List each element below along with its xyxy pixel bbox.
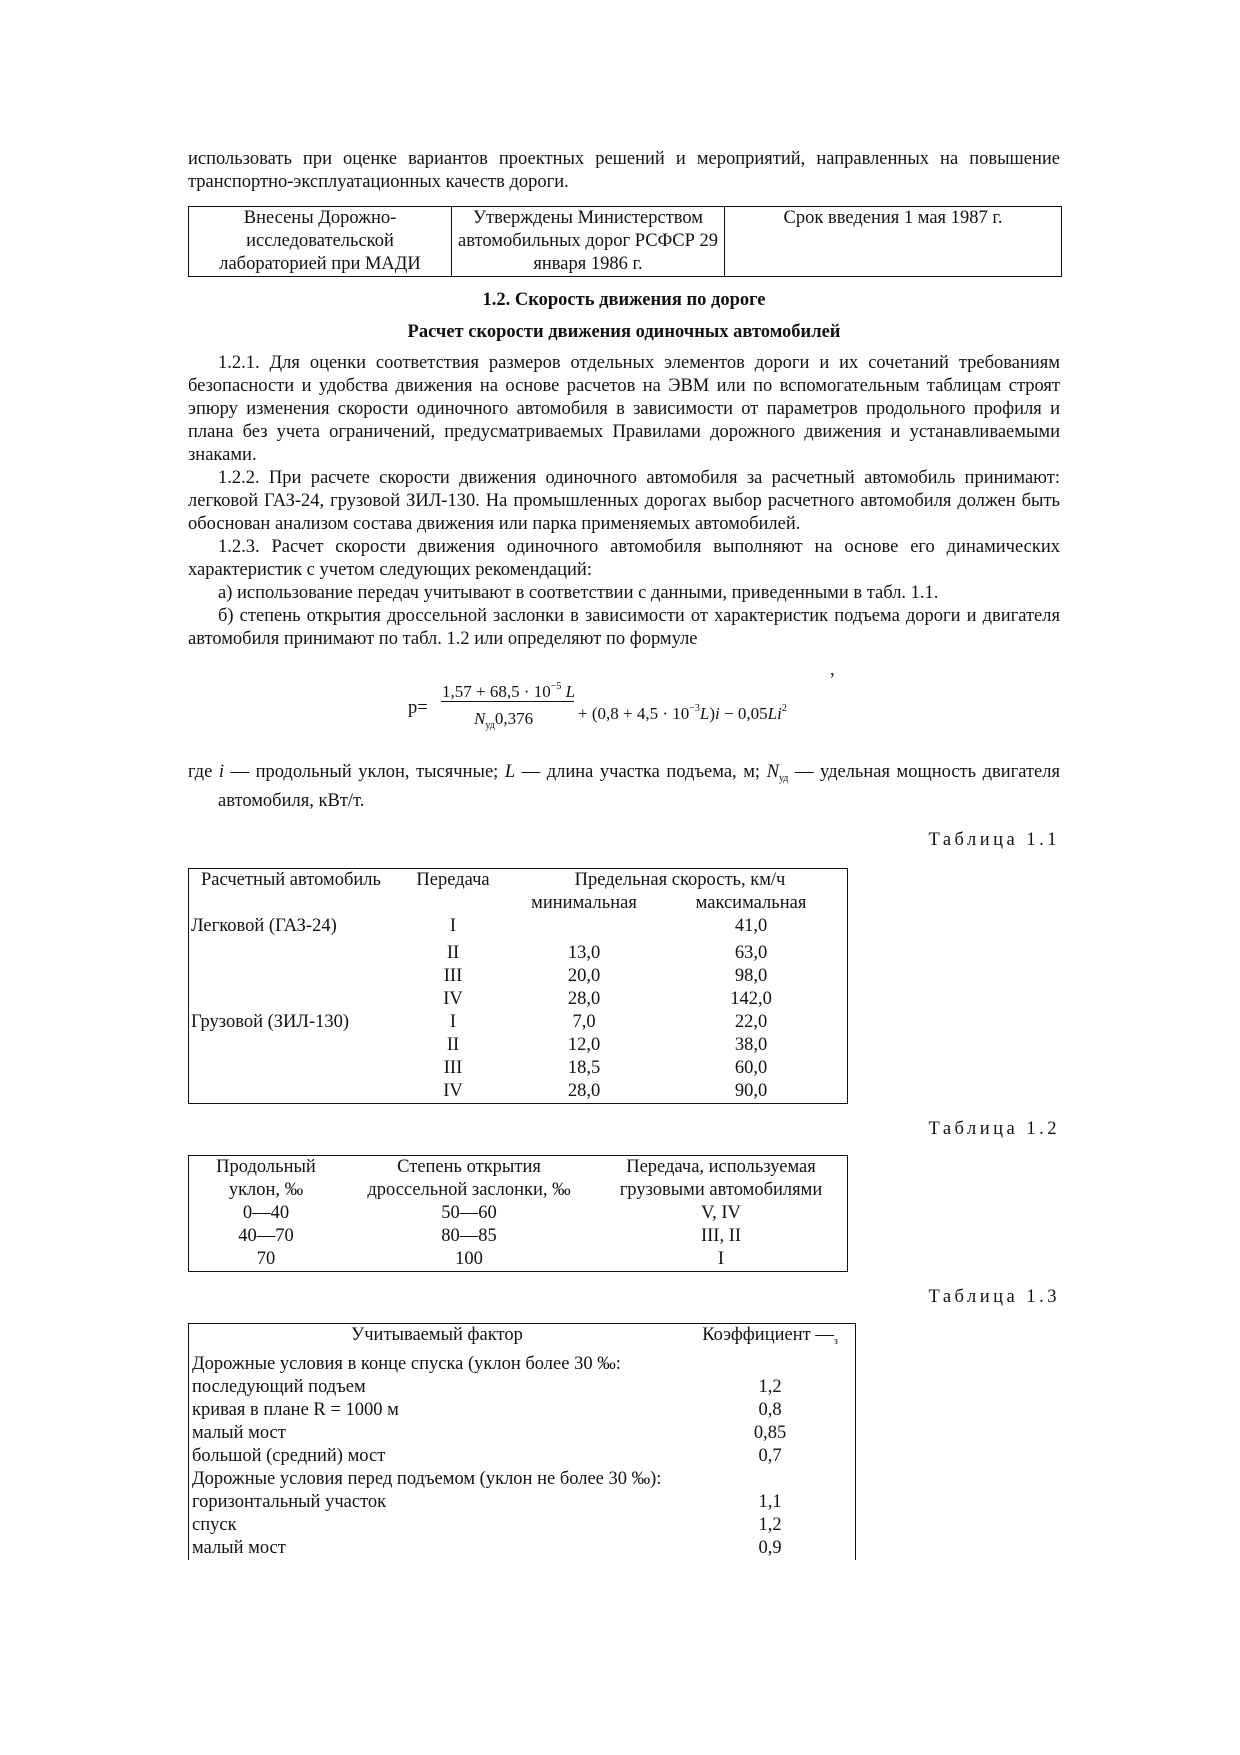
formula-rest-d: − 0,05 — [719, 704, 768, 723]
formula-fraction-bar — [441, 701, 574, 702]
t11-min: 28,0 — [567, 1081, 601, 1101]
t13-factor: малый мост — [192, 1423, 286, 1443]
t11-header-max: максимальная — [695, 893, 807, 913]
t13-factor: последующий подъем — [192, 1377, 366, 1397]
t11-max: 22,0 — [734, 1012, 768, 1032]
table-row — [189, 1034, 848, 1057]
t11-max: 41,0 — [734, 916, 768, 936]
t13-coef — [685, 1468, 856, 1491]
header-table — [188, 206, 1062, 277]
t11-min: 12,0 — [567, 1035, 601, 1055]
table-row — [189, 1399, 856, 1422]
legend-t1: — продольный уклон, тысячные; — [223, 762, 505, 782]
table-row — [189, 1422, 856, 1445]
throttle-formula — [188, 661, 1060, 753]
effective-cell: Срок введения 1 мая 1987 г. — [725, 207, 1062, 277]
t11-vehicle — [189, 1034, 394, 1057]
t12-gear: I — [717, 1249, 725, 1269]
formula-legend — [188, 761, 1060, 813]
t13-factor-group: Дорожные условия в конце спуска (уклон более 30 ‰: — [192, 1354, 621, 1374]
table-row — [189, 1202, 848, 1225]
t13-coef: 1,1 — [758, 1492, 782, 1512]
table-row — [189, 1468, 856, 1491]
paragraph-1-2-2: 1.2.2. При расчете скорости движения одиночного автомобиля за расчетный автомобиль принимают: легковой ГАЗ-24, грузовой ЗИЛ-130. На промышленных дорогах выбор расчетного автомобиля должен быть обоснован анализом состава движения или парка применяемых автомобилей. — [188, 468, 1060, 534]
formula-den-exp: 0,376 — [494, 709, 534, 728]
paragraph-item-a: а) использование передач учитывают в соответствии с данными, приведенными в табл. 1.1. — [218, 583, 939, 603]
t13-header-factor: Учитываемый фактор — [351, 1325, 523, 1345]
formula-denominator — [474, 707, 533, 737]
formula-num-exponent: −5 — [550, 681, 562, 692]
formula-rest-i2: i — [777, 704, 782, 723]
paragraph-1-2-3: 1.2.3. Расчет скорости движения одиночного автомобиля выполняют на основе его динамических характеристик с учетом следующих рекомендаций: — [188, 537, 1060, 580]
table-row — [189, 1376, 856, 1399]
t11-max: 38,0 — [734, 1035, 768, 1055]
table-1-1-caption: Таблица 1.1 — [928, 830, 1060, 850]
formula-rest-L: L — [699, 704, 710, 723]
legend-i: i — [218, 762, 224, 782]
t12-header-slope: Продольный уклон, ‰ — [216, 1157, 316, 1200]
t13-coef: 0,7 — [758, 1446, 782, 1466]
legend-N-sub: уд — [778, 773, 789, 784]
formula-den-var: N — [474, 709, 486, 728]
document-page — [188, 148, 1060, 1560]
t11-header-gear: Передача — [416, 870, 490, 890]
t11-min — [513, 915, 655, 938]
t11-max: 142,0 — [730, 989, 772, 1009]
table-row — [189, 965, 848, 988]
t12-gear: V, IV — [701, 1203, 741, 1223]
table-row — [189, 1225, 848, 1248]
table-row — [189, 915, 848, 938]
t11-max: 98,0 — [734, 966, 768, 986]
t11-min: 18,5 — [567, 1058, 601, 1078]
table-1-3-caption: Таблица 1.3 — [928, 1287, 1060, 1307]
t11-gear: IV — [443, 1081, 463, 1101]
t11-min: 13,0 — [567, 943, 601, 963]
formula-den-sub: уд — [485, 720, 495, 731]
t11-gear: III — [443, 1058, 463, 1078]
t11-vehicle — [189, 988, 394, 1011]
intro-paragraph: использовать при оценке вариантов проектных решений и мероприятий, направленных на повышение транспортно-эксплуатационных качеств дороги. — [188, 149, 1060, 192]
t11-max: 90,0 — [734, 1081, 768, 1101]
legend-N: N — [766, 762, 779, 782]
t12-throttle: 100 — [455, 1249, 483, 1269]
table-row — [189, 1514, 856, 1537]
table-row — [189, 938, 848, 965]
t13-coef: 1,2 — [758, 1377, 782, 1397]
formula-num-var: L — [565, 682, 576, 701]
t12-throttle: 80—85 — [441, 1226, 497, 1246]
approved-cell: Утверждены Министерством автомобильных дорог РСФСР 29 января 1986 г. — [452, 207, 725, 277]
t13-header-coef: Коэффициент $—_з$ — [702, 1325, 838, 1347]
legend-t3: — удельная мощность двигателя автомобиля, кВт/т. — [218, 762, 1061, 811]
formula-rest-a: + (0,8 + 4,5 · 10 — [578, 704, 690, 723]
t11-min: 20,0 — [567, 966, 601, 986]
table-1-3 — [188, 1323, 856, 1560]
formula-rest-paren: ) — [709, 704, 716, 723]
t11-vehicle: Легковой (ГАЗ-24) — [191, 916, 337, 936]
t13-coef — [685, 1353, 856, 1376]
t11-min: 28,0 — [567, 989, 601, 1009]
table-row — [189, 1080, 848, 1104]
t11-max: 60,0 — [734, 1058, 768, 1078]
paragraph-item-b: б) степень открытия дроссельной заслонки в зависимости от характеристик подъема дороги и двигателя автомобиля принимают по табл. 1.2 или определяют по формуле — [188, 606, 1060, 649]
t11-gear: IV — [443, 989, 463, 1009]
table-1-1 — [188, 868, 848, 1104]
table-row — [189, 1248, 848, 1272]
subsection-title: Расчет скорости движения одиночных автомобилей — [407, 322, 841, 342]
t11-vehicle — [189, 965, 394, 988]
t12-slope: 70 — [256, 1249, 276, 1269]
t11-gear: II — [446, 943, 460, 963]
formula-rest-square: 2 — [781, 703, 787, 714]
t11-header-min: минимальная — [531, 893, 637, 913]
t11-gear: III — [443, 966, 463, 986]
legend-L: L — [504, 762, 516, 782]
t13-coef: 1,2 — [758, 1515, 782, 1535]
formula-num-text: 1,57 + 68,5 · 10 — [442, 682, 551, 701]
table-1-2 — [188, 1155, 848, 1272]
table-1-2-caption: Таблица 1.2 — [928, 1119, 1060, 1139]
t13-factor-group: Дорожные условия перед подъемом (уклон не более 30 ‰): — [192, 1469, 662, 1489]
t13-factor: малый мост — [192, 1538, 286, 1558]
formula-rest-i: i — [715, 704, 720, 723]
table-row — [189, 988, 848, 1011]
submitted-cell: Внесены Дорожно-исследовательской лабораторией при МАДИ — [189, 207, 452, 277]
formula-numerator — [442, 675, 575, 703]
formula-rest-L2: L — [767, 704, 778, 723]
table-row — [189, 1057, 848, 1080]
table-row — [189, 1011, 848, 1034]
t13-factor: горизонтальный участок — [192, 1492, 387, 1512]
t13-header-coef-sub: з — [833, 1336, 838, 1347]
t11-gear: I — [449, 916, 457, 936]
t12-gear: III, II — [700, 1226, 742, 1246]
table-row — [189, 1353, 856, 1376]
t11-vehicle: Грузовой (ЗИЛ-130) — [191, 1012, 350, 1032]
legend-t2: — длина участка подъема, м; — [515, 762, 767, 782]
t13-coef: 0,8 — [758, 1400, 782, 1420]
t13-factor: кривая в плане R = 1000 м — [192, 1400, 399, 1420]
formula-lhs: p= — [408, 698, 428, 718]
t11-vehicle — [189, 1080, 394, 1104]
t11-min: 7,0 — [572, 1012, 596, 1032]
formula-comma: , — [830, 660, 835, 680]
t12-slope: 40—70 — [238, 1226, 294, 1246]
t12-throttle: 50—60 — [441, 1203, 497, 1223]
t13-factor: спуск — [192, 1515, 237, 1535]
t12-slope: 0—40 — [242, 1203, 290, 1223]
table-row — [189, 1491, 856, 1514]
t11-header-limit: Предельная скорость, км/ч — [574, 870, 786, 890]
t12-header-throttle: Степень открытия дроссельной заслонки, ‰ — [367, 1157, 571, 1200]
t13-factor: большой (средний) мост — [192, 1446, 386, 1466]
table-row — [189, 1445, 856, 1468]
t11-max: 63,0 — [734, 943, 768, 963]
t11-gear: I — [449, 1012, 457, 1032]
table-row — [189, 1537, 856, 1560]
t13-coef: 0,9 — [758, 1538, 782, 1558]
formula-remainder — [578, 697, 787, 725]
t11-vehicle — [189, 1057, 394, 1080]
t13-header-coef-text: Коэффициент — [702, 1325, 811, 1345]
t12-header-gear: Передача, используемая грузовыми автомобилями — [619, 1157, 823, 1200]
section-title: 1.2. Скорость движения по дороге — [482, 290, 766, 310]
t11-vehicle — [189, 938, 394, 965]
t13-coef: 0,85 — [753, 1423, 787, 1443]
legend-prefix: где — [188, 762, 219, 782]
t11-header-vehicle: Расчетный автомобиль — [201, 870, 381, 890]
t11-gear: II — [446, 1035, 460, 1055]
paragraph-1-2-1: 1.2.1. Для оценки соответствия размеров отдельных элементов дороги и их сочетаний требованиям безопасности и удобства движения на основе расчетов на ЭВМ или по вспомогательным таблицам строят эпюру изменения скорости одиночного автомобиля в зависимости от параметров продольного профиля и плана без учета ограничений, предусматриваемых Правилами дорожного движения и устанавливаемыми знаками. — [188, 353, 1060, 465]
formula-rest-exponent: −3 — [689, 703, 700, 714]
